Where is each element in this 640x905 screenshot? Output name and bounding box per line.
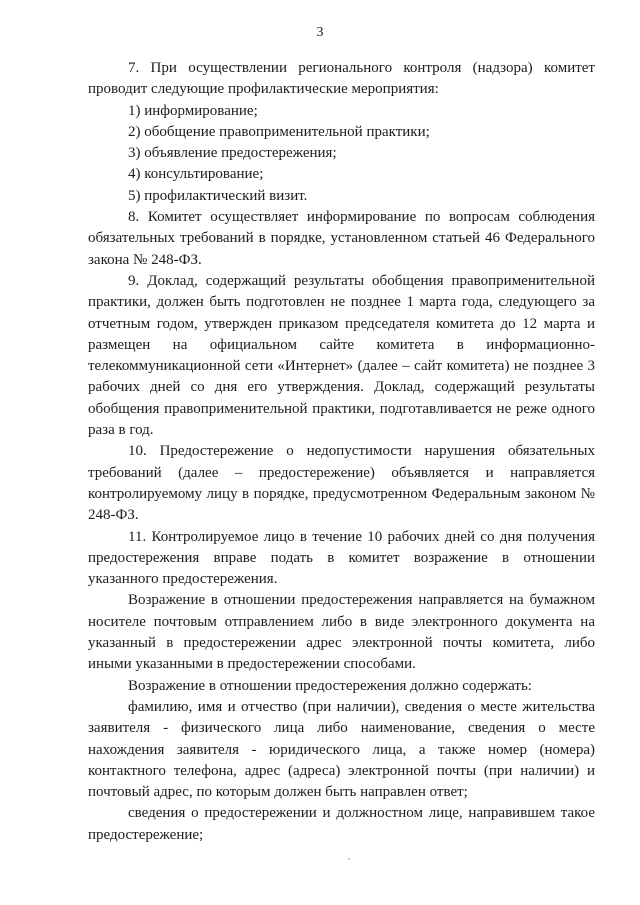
list-item: 1) информирование; — [128, 102, 258, 119]
list-item: 3) объявление предостережения; — [128, 145, 337, 162]
paragraph-warning-details: сведения о предостережении и должностном лице, направившем такое предостережение; — [88, 805, 595, 843]
page-number: 3 — [316, 25, 324, 40]
list-item: 4) консультирование; — [128, 166, 264, 183]
paragraph-10: 10. Предостережение о недопустимости нарушения обязательных требований (далее – предостережение) объявляется и направляется контролируемому лицу в порядке, предусмотренном Федеральным законом № 248-ФЗ. — [88, 443, 595, 524]
paragraph-objection-contents: Возражение в отношении предостережения должно содержать: — [128, 677, 532, 694]
paragraph-applicant-details: фамилию, имя и отчество (при наличии), сведения о месте жительства заявителя - физического лица либо наименование, сведения о месте нахождения заявителя - юридического лица, а также номер (номера) контактного телефона, адрес (адреса) электронной почты (при наличии) и почтовый адрес, по которым должен быть направлен ответ; — [88, 698, 595, 801]
scan-dot — [348, 858, 350, 860]
document-body — [88, 58, 595, 846]
paragraph-7: 7. При осуществлении регионального контроля (надзора) комитет проводит следующие профилактические мероприятия: — [88, 60, 595, 98]
paragraph-9: 9. Доклад, содержащий результаты обобщения правоприменительной практики, должен быть подготовлен не позднее 1 марта года, следующего за отчетным годом, утвержден приказом председателя комитета до 12 марта и размещен на официальном сайте комитета в информационно-телекоммуникационной сети «Интернет» (далее – сайт комитета) не позднее 3 рабочих дней со дня его утверждения. Доклад, содержащий результаты обобщения правоприменительной практики, подготавливается не реже одного раза в год. — [88, 272, 595, 439]
paragraph-objection-delivery: Возражение в отношении предостережения направляется на бумажном носителе почтовым отправлением либо в виде электронного документа на указанный в предостережении адрес электронной почты комитета, либо иными указанными в предостережении способами. — [88, 592, 595, 673]
list-item: 2) обобщение правоприменительной практики; — [128, 123, 430, 140]
paragraph-11: 11. Контролируемое лицо в течение 10 рабочих дней со дня получения предостережения вправе подать в комитет возражение в отношении указанного предостережения. — [88, 528, 595, 588]
list-item: 5) профилактический визит. — [128, 187, 308, 204]
paragraph-8: 8. Комитет осуществляет информирование по вопросам соблюдения обязательных требований в порядке, установленном статьей 46 Федерального закона № 248-ФЗ. — [88, 209, 595, 268]
